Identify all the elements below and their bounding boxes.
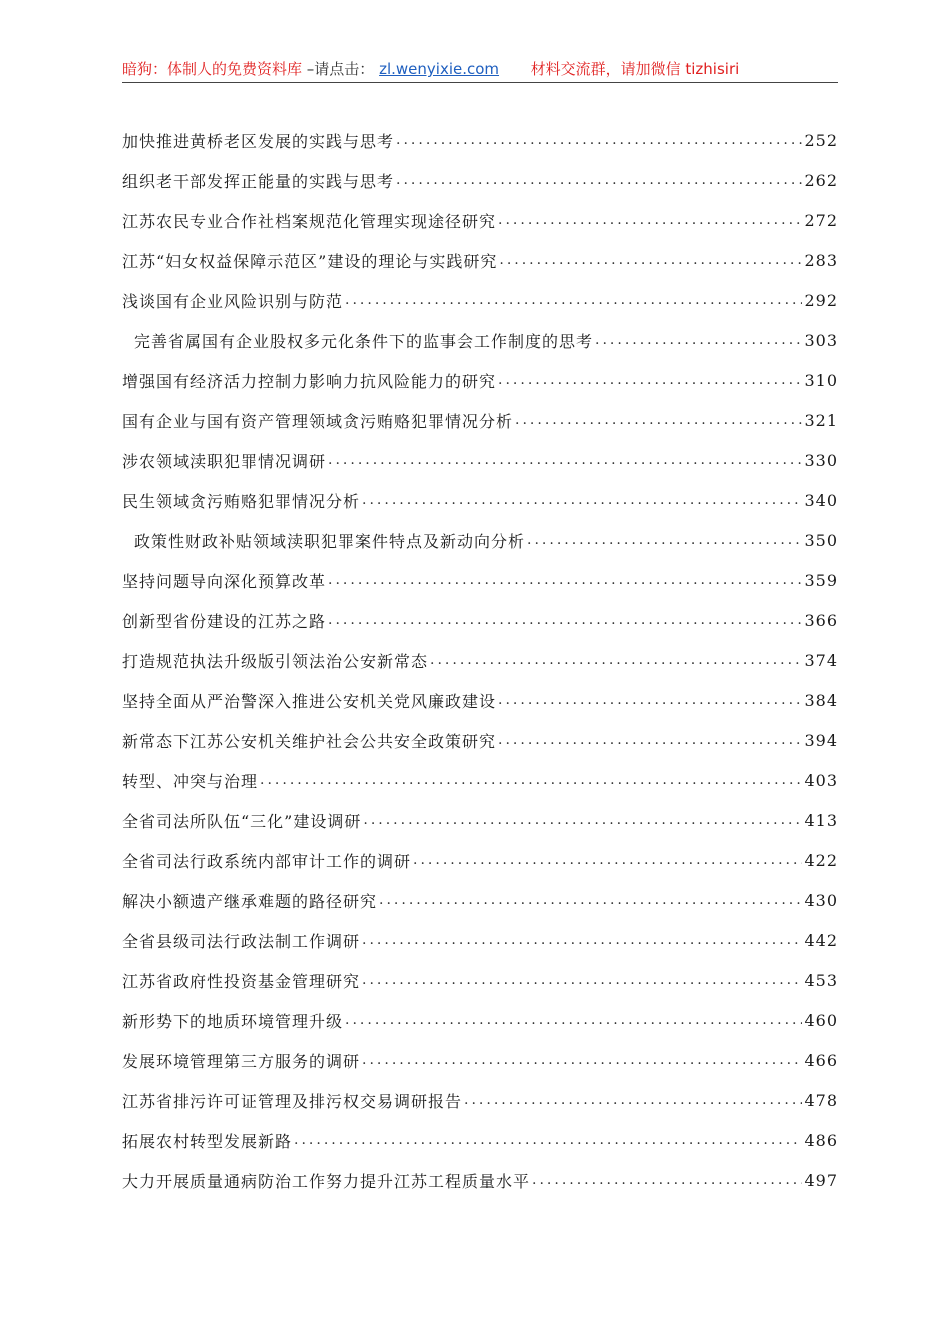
toc-entry[interactable] <box>122 480 838 520</box>
toc-entry-title: 大力开展质量通病防治工作努力提升江苏工程质量水平 <box>122 1171 531 1191</box>
toc-entry[interactable] <box>122 960 838 1000</box>
toc-entry-page: 384 <box>804 690 838 710</box>
toc-entry-page: 292 <box>804 290 838 310</box>
toc-entry-title: 国有企业与国有资产管理领域贪污贿赂犯罪情况分析 <box>122 411 514 431</box>
toc-leader-dots <box>499 252 802 268</box>
toc-entry-page: 310 <box>804 370 838 390</box>
toc-entry[interactable] <box>122 800 838 840</box>
toc-entry-page: 272 <box>804 210 838 230</box>
toc-entry[interactable] <box>122 240 838 280</box>
toc-leader-dots <box>379 892 802 908</box>
toc-entry-page: 374 <box>804 650 838 670</box>
toc-leader-dots <box>362 972 802 988</box>
toc-entry[interactable] <box>122 880 838 920</box>
header-cta: –请点击： <box>306 60 375 78</box>
toc-leader-dots <box>345 1012 802 1028</box>
toc-entry-title: 新形势下的地质环境管理升级 <box>122 1011 344 1031</box>
toc-entry-title: 全省县级司法行政法制工作调研 <box>122 931 361 951</box>
toc-entry-title: 坚持全面从严治警深入推进公安机关党风廉政建设 <box>122 691 497 711</box>
toc-entry-page: 478 <box>804 1090 838 1110</box>
toc-entry[interactable] <box>122 600 838 640</box>
toc-entry[interactable] <box>122 1040 838 1080</box>
toc-entry-title: 完善省属国有企业股权多元化条件下的监事会工作制度的思考 <box>134 331 594 351</box>
toc-leader-dots <box>396 172 802 188</box>
toc-entry[interactable] <box>122 1080 838 1120</box>
toc-leader-dots <box>345 292 802 308</box>
toc-entry-title: 增强国有经济活力控制力影响力抗风险能力的研究 <box>122 371 497 391</box>
toc-entry[interactable] <box>122 560 838 600</box>
page-header <box>122 58 838 83</box>
toc-entry-title: 坚持问题导向深化预算改革 <box>122 571 327 591</box>
toc-leader-dots <box>498 372 802 388</box>
toc-entry-page: 283 <box>804 250 838 270</box>
toc-entry-title: 江苏“妇女权益保障示范区”建设的理论与实践研究 <box>122 251 498 271</box>
toc-leader-dots <box>294 1132 802 1148</box>
toc-entry-title: 全省司法行政系统内部审计工作的调研 <box>122 851 412 871</box>
toc-entry-page: 497 <box>804 1170 838 1190</box>
toc-leader-dots <box>328 612 802 628</box>
toc-entry-page: 442 <box>804 930 838 950</box>
toc-entry-page: 430 <box>804 890 838 910</box>
toc-leader-dots <box>498 692 802 708</box>
toc-entry-page: 486 <box>804 1130 838 1150</box>
toc-entry-page: 453 <box>804 970 838 990</box>
toc-entry[interactable] <box>122 520 838 560</box>
toc-entry-title: 转型、冲突与治理 <box>122 771 259 791</box>
header-brand: 暗狗：体制人的免费资料库 <box>122 60 303 78</box>
toc-leader-dots <box>498 212 802 228</box>
toc-entry-page: 252 <box>804 130 838 150</box>
toc-entry-title: 解决小额遗产继承难题的路径研究 <box>122 891 378 911</box>
toc-entry-title: 民生领域贪污贿赂犯罪情况分析 <box>122 491 361 511</box>
toc-leader-dots <box>498 732 802 748</box>
toc-entry-title: 浅谈国有企业风险识别与防范 <box>122 291 344 311</box>
toc-entry[interactable] <box>122 120 838 160</box>
toc-entry-title: 全省司法所队伍“三化”建设调研 <box>122 811 362 831</box>
toc-entry-page: 303 <box>804 330 838 350</box>
toc-entry-title: 江苏农民专业合作社档案规范化管理实现途径研究 <box>122 211 497 231</box>
toc-leader-dots <box>260 772 802 788</box>
toc-entry-title: 打造规范执法升级版引领法治公安新常态 <box>122 651 429 671</box>
toc-entry-page: 321 <box>804 410 838 430</box>
toc-entry-page: 460 <box>804 1010 838 1030</box>
toc-entry[interactable] <box>122 440 838 480</box>
toc-leader-dots <box>515 412 802 428</box>
toc-entry[interactable] <box>122 760 838 800</box>
toc-entry[interactable] <box>122 640 838 680</box>
toc-entry[interactable] <box>122 920 838 960</box>
toc-leader-dots <box>532 1172 802 1188</box>
toc-entry-title: 江苏省政府性投资基金管理研究 <box>122 971 361 991</box>
toc-entry[interactable] <box>122 1120 838 1160</box>
toc-leader-dots <box>328 452 802 468</box>
toc-entry[interactable] <box>122 720 838 760</box>
toc-entry[interactable] <box>122 1160 838 1200</box>
toc-entry-page: 422 <box>804 850 838 870</box>
toc-leader-dots <box>595 332 802 348</box>
toc-entry-title: 创新型省份建设的江苏之路 <box>122 611 327 631</box>
toc-entry[interactable] <box>122 1000 838 1040</box>
toc-entry[interactable] <box>122 280 838 320</box>
table-of-contents <box>122 120 838 1200</box>
toc-entry[interactable] <box>122 200 838 240</box>
toc-entry[interactable] <box>122 360 838 400</box>
toc-leader-dots <box>362 932 802 948</box>
toc-leader-dots <box>396 132 802 148</box>
toc-leader-dots <box>362 1052 802 1068</box>
toc-entry[interactable] <box>122 400 838 440</box>
toc-entry-page: 394 <box>804 730 838 750</box>
toc-entry-title: 政策性财政补贴领域渎职犯罪案件特点及新动向分析 <box>134 531 526 551</box>
header-wechat: 材料交流群，请加微信 tizhisiri <box>530 60 740 78</box>
toc-entry-title: 组织老干部发挥正能量的实践与思考 <box>122 171 395 191</box>
toc-entry-page: 262 <box>804 170 838 190</box>
toc-leader-dots <box>527 532 802 548</box>
toc-leader-dots <box>430 652 802 668</box>
toc-entry-page: 466 <box>804 1050 838 1070</box>
toc-entry-title: 拓展农村转型发展新路 <box>122 1131 293 1151</box>
toc-leader-dots <box>363 812 802 828</box>
toc-entry-title: 涉农领域渎职犯罪情况调研 <box>122 451 327 471</box>
toc-entry[interactable] <box>122 840 838 880</box>
toc-entry-page: 413 <box>804 810 838 830</box>
toc-entry-page: 330 <box>804 450 838 470</box>
toc-entry-title: 发展环境管理第三方服务的调研 <box>122 1051 361 1071</box>
toc-entry-title: 新常态下江苏公安机关维护社会公共安全政策研究 <box>122 731 497 751</box>
toc-leader-dots <box>464 1092 802 1108</box>
toc-leader-dots <box>328 572 802 588</box>
toc-entry-page: 340 <box>804 490 838 510</box>
toc-entry[interactable] <box>122 320 838 360</box>
toc-entry-page: 359 <box>804 570 838 590</box>
toc-entry-title: 江苏省排污许可证管理及排污权交易调研报告 <box>122 1091 463 1111</box>
toc-entry-title: 加快推进黄桥老区发展的实践与思考 <box>122 131 395 151</box>
header-url-link[interactable]: zl.wenyixie.com <box>379 60 500 78</box>
toc-entry[interactable] <box>122 160 838 200</box>
toc-leader-dots <box>362 492 802 508</box>
toc-entry-page: 350 <box>804 530 838 550</box>
toc-entry-page: 366 <box>804 610 838 630</box>
toc-entry[interactable] <box>122 680 838 720</box>
toc-entry-page: 403 <box>804 770 838 790</box>
toc-leader-dots <box>413 852 802 868</box>
